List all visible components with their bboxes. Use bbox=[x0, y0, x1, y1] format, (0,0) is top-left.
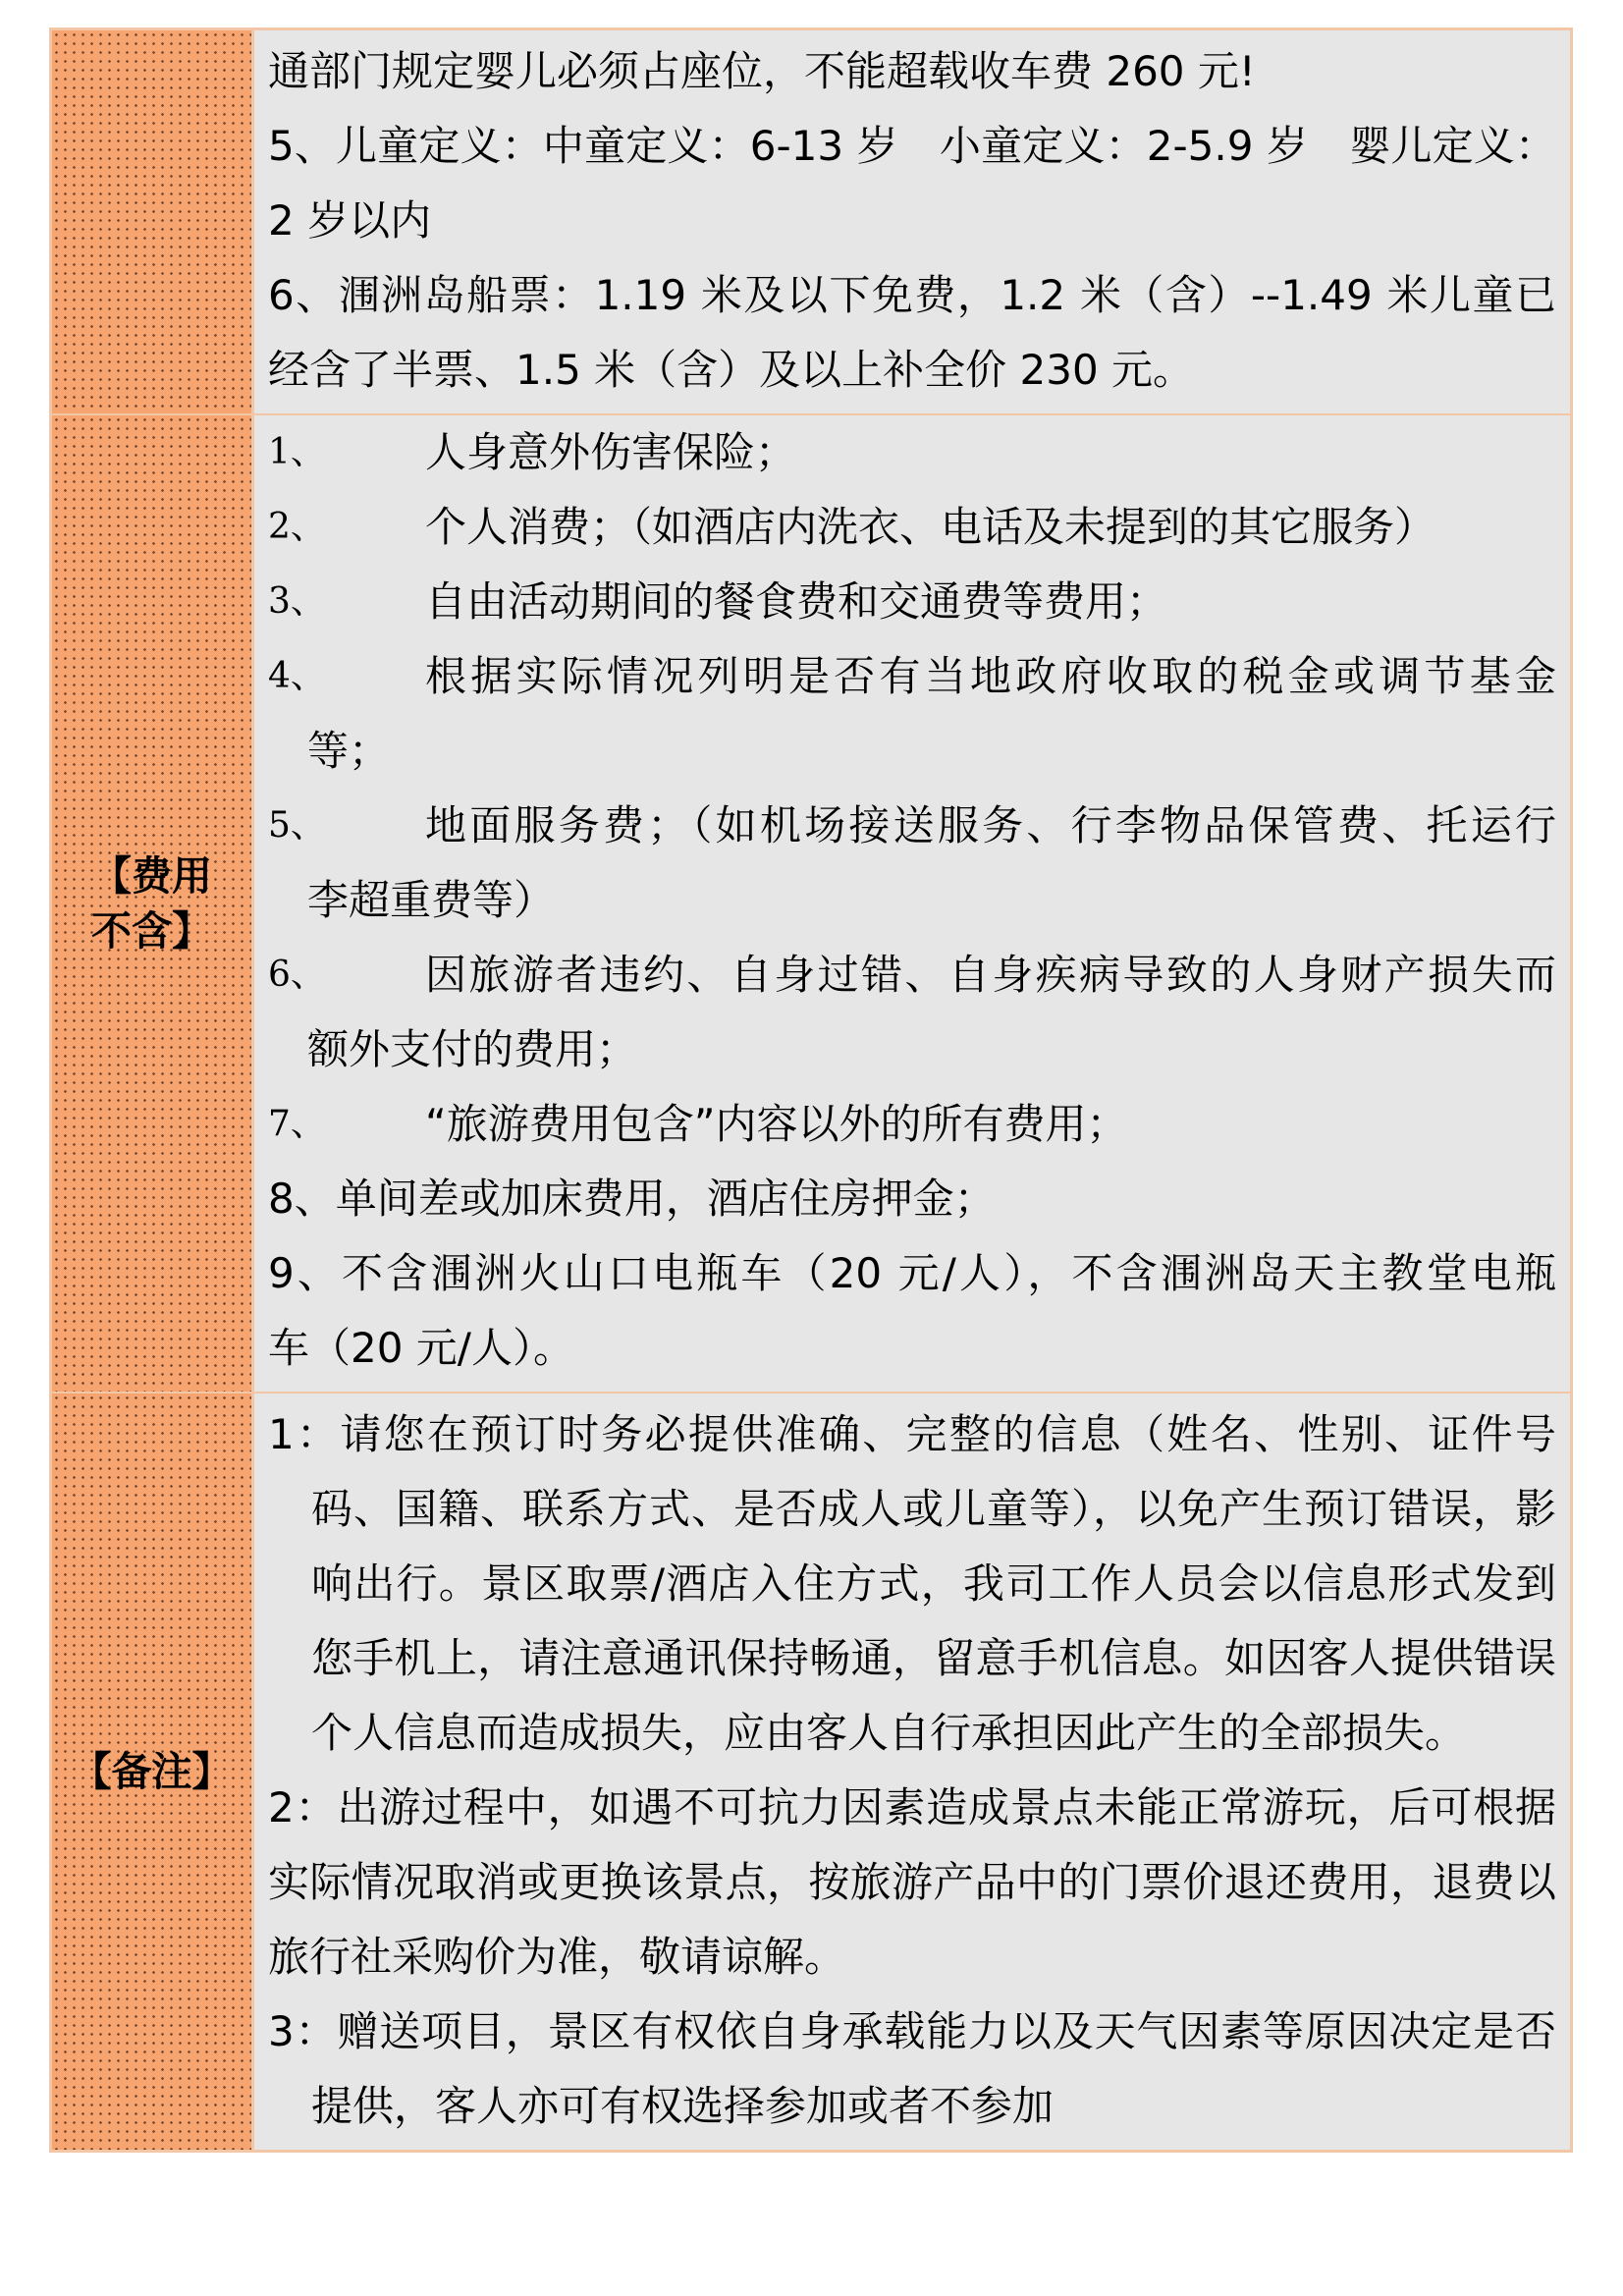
item-number: 6、 bbox=[268, 955, 326, 995]
table-row-continued bbox=[52, 30, 1570, 415]
item-continuation: 等； bbox=[307, 727, 391, 775]
note-paragraph: 1：请您在预订时务必提供准确、完整的信息（姓名、性别、证件号码、国籍、联系方式、是否成人或儿童等），以免产生预订错误，影响出行。景区取票/酒店入住方式，我司工作人员会以信息形式发到您手机上，请注意通讯保持畅通，留意手机信息。如因客人提供错误个人信息而造成损失，应由客人自行承担因此产生的全部损失。 bbox=[268, 1410, 1556, 1757]
item-number: 4、 bbox=[268, 656, 326, 696]
item-number: 1、 bbox=[268, 432, 326, 472]
list-item bbox=[268, 565, 1556, 639]
item-text: 个人消费；（如酒店内洗衣、电话及未提到的其它服务） bbox=[425, 503, 1436, 551]
row-label-remarks bbox=[52, 1394, 254, 2150]
list-item bbox=[268, 1087, 1556, 1162]
text-line: 经含了半票、1.5 米（含）及以上补全价 230 元。 bbox=[268, 346, 1195, 394]
itinerary-terms-table bbox=[49, 27, 1573, 2153]
text-line: 通部门规定婴儿必须占座位，不能超载收车费 260 元! bbox=[268, 47, 1256, 95]
item-text: 因旅游者违约、自身过错、自身疾病导致的人身财产损失而 bbox=[425, 951, 1556, 999]
row-content bbox=[254, 30, 1570, 413]
table-row-remarks bbox=[52, 1394, 1570, 2150]
item-text: 人身意外伤害保险； bbox=[425, 428, 797, 476]
item-text: 根据实际情况列明是否有当地政府收取的税金或调节基金 bbox=[425, 652, 1556, 700]
list-item bbox=[268, 789, 1556, 938]
item-continuation: 李超重费等） bbox=[307, 876, 556, 924]
text-line: 9、不含涠洲火山口电瓶车（20 元/人），不含涠洲岛天主教堂电瓶 bbox=[268, 1249, 1556, 1297]
row-label-fees-excluded bbox=[52, 415, 254, 1392]
text-line: 2 岁以内 bbox=[268, 196, 432, 245]
text-line: 8、单间差或加床费用，酒店住房押金； bbox=[268, 1175, 996, 1223]
item-text: 自由活动期间的餐食费和交通费等费用； bbox=[425, 577, 1168, 626]
note-paragraph: 2：出游过程中，如遇不可抗力因素造成景点未能正常游玩，后可根据实际情况取消或更换该景点，按旅游产品中的门票价退还费用，退费以旅行社采购价为准，敬请谅解。 bbox=[268, 1783, 1556, 1981]
label-line: 不含】 bbox=[91, 907, 212, 955]
item-text: 地面服务费；（如机场接送服务、行李物品保管费、托运行 bbox=[425, 801, 1556, 849]
list-item bbox=[268, 415, 1556, 490]
text-line: 5、儿童定义：中童定义：6-13 岁 小童定义：2-5.9 岁 婴儿定义： bbox=[268, 122, 1556, 170]
row-content bbox=[254, 1394, 1570, 2150]
row-content bbox=[254, 415, 1570, 1392]
text-line: 6、涠洲岛船票：1.19 米及以下免费，1.2 米（含）--1.49 米儿童已 bbox=[268, 271, 1556, 319]
item-text: “旅游费用包含”内容以外的所有费用； bbox=[425, 1100, 1128, 1148]
text-line: 车（20 元/人）。 bbox=[268, 1324, 574, 1372]
row-label-empty bbox=[52, 30, 254, 413]
list-item bbox=[268, 639, 1556, 789]
list-item bbox=[268, 938, 1556, 1087]
item-number: 2、 bbox=[268, 507, 326, 547]
label-line: 【费用 bbox=[91, 852, 212, 900]
item-number: 7、 bbox=[268, 1104, 326, 1144]
item-continuation: 额外支付的费用； bbox=[307, 1025, 638, 1073]
note-paragraph: 3：赠送项目，景区有权依自身承载能力以及天气因素等原因决定是否提供，客人亦可有权选择参加或者不参加 bbox=[268, 2007, 1556, 2130]
item-number: 5、 bbox=[268, 805, 326, 846]
item-number: 3、 bbox=[268, 581, 326, 622]
label-text: 【备注】 bbox=[71, 1748, 233, 1795]
list-item bbox=[268, 490, 1556, 565]
table-row-fees-excluded bbox=[52, 415, 1570, 1394]
